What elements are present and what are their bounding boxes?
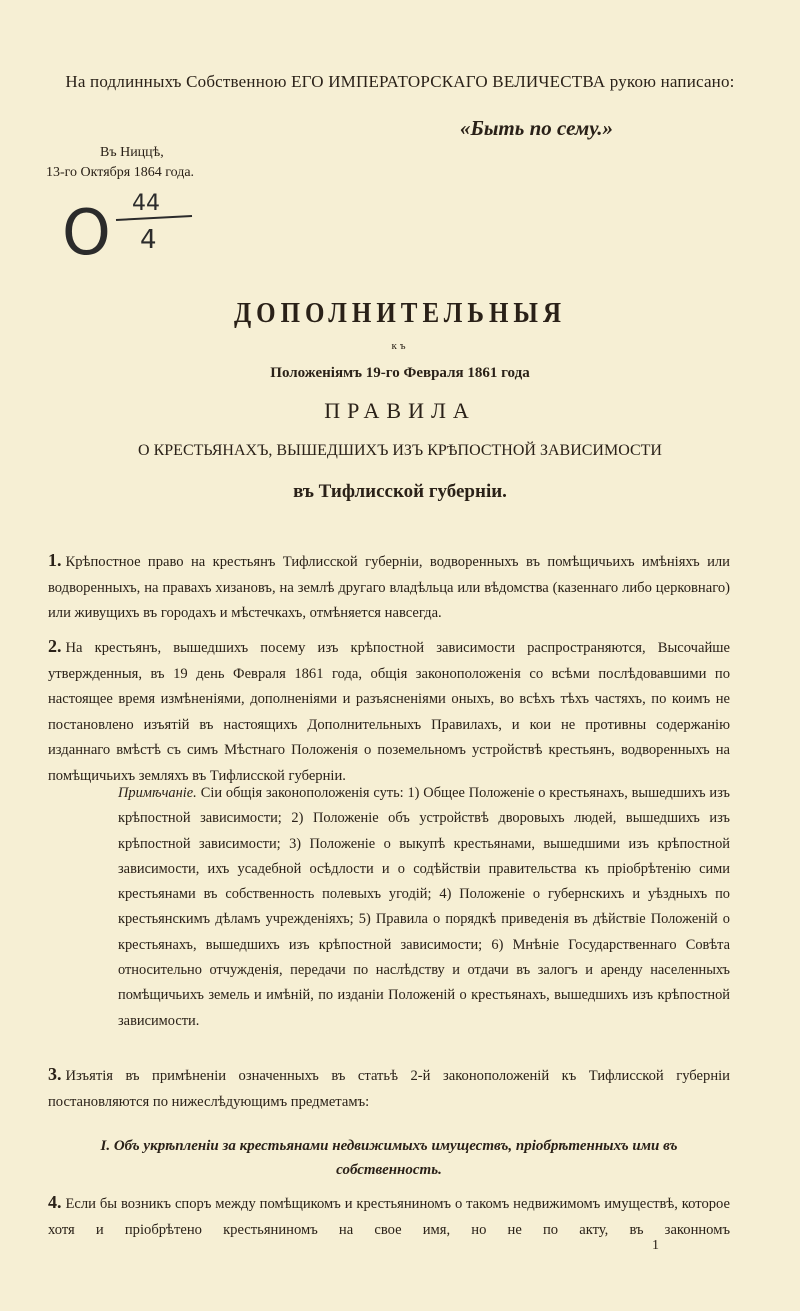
handwritten-archive-mark bbox=[60, 188, 210, 268]
handwritten-fraction-line bbox=[116, 216, 192, 220]
section-heading: I. Объ укрѣпленіи за крестьянами недвижимыхъ имуществъ, пріобрѣтенныхъ ими въ собственность. bbox=[100, 1138, 678, 1178]
article-2-note bbox=[118, 781, 730, 1034]
article-text: Изъятія въ примѣненіи означенныхъ въ статьѣ 2-й законоположеній къ Тифлисской губерніи постановляются по нижеслѣдующимъ предметамъ: bbox=[48, 1068, 730, 1110]
title-additional: ДОПОЛНИТЕЛЬНЫЯ bbox=[233, 297, 567, 329]
title-province: въ Тифлисской губерніи. bbox=[293, 481, 507, 502]
article-2 bbox=[48, 634, 730, 789]
title-rules: ПРАВИЛА bbox=[324, 398, 476, 423]
note-label: Примѣчаніе. bbox=[118, 785, 197, 801]
article-1 bbox=[48, 548, 730, 627]
article-text: Если бы возникъ споръ между помѣщикомъ и крестьяниномъ о такомъ недвижимомъ имуществѣ, которое хотя и пріобрѣтено крестьяниномъ на свое имя, но не по акту, въ законномъ bbox=[48, 1196, 730, 1238]
title-to: къ bbox=[391, 340, 409, 352]
article-text: На крестьянъ, вышедшихъ посему изъ крѣпостной зависимости распространяются, Высочайше утвержденныя, въ 19 день Февраля 1861 года, общія законоположенія со всѣми послѣдовавшими по настоящее время измѣненіями, дополненіями и разъясненіями оныхъ, во всѣхъ тѣхъ частяхъ, по коимъ не постановлено изъятій въ настоящихъ Дополнительныхъ Правилахъ, и кои не противны содержанію изданнаго вмѣстѣ съ симъ Мѣстнаго Положенія о поземельномъ устройствѣ крестьянъ, водворенныхъ на помѣщичьихъ земляхъ въ Тифлисской губерніи. bbox=[48, 640, 730, 784]
imperial-motto: «Быть по сему.» bbox=[460, 116, 613, 140]
signing-date: 13-го Октября 1864 года. bbox=[46, 165, 195, 180]
note-text: Сіи общія законоположенія суть: 1) Общее Положеніе о крестьянахъ, вышедшихъ изъ крѣпостной зависимости; 2) Положеніе объ устройствѣ дворовыхъ людей, вышедшихъ изъ крѣпостной зависимости; 3) Положеніе о выкупѣ крестьянами, вышедшими изъ крѣпостной зависимости, ихъ усадебной осѣдлости и о содѣйствіи правительства къ пріобрѣтенію сими крестьянами въ собственность полевыхъ угодій; 4) Положеніе о губернскихъ и уѣздныхъ по крестьянскимъ дѣламъ учрежденіяхъ; 5) Правила о порядкѣ приведенія въ дѣйствіе Положеній о крестьянахъ, вышедшихъ изъ крѣпостной зависимости; 6) Мнѣніе Государственнаго Совѣта относительно отчужденія, передачи по наслѣдству и отдачи въ залогъ и аренду населенныхъ помѣщичьихъ земель и имѣній, по изданіи Положеній о крестьянахъ, вышедшихъ изъ крѣпостной зависимости. bbox=[118, 785, 730, 1029]
article-text: Крѣпостное право на крестьянъ Тифлисской губерніи, водворенныхъ въ помѣщичьихъ имѣніяхъ или водворенныхъ, на правахъ хизановъ, на землѣ другаго владѣльца или вѣдомства (казеннаго либо церковнаго) или живущихъ въ городахъ и мѣстечкахъ, отмѣняется навсегда. bbox=[48, 554, 730, 621]
article-number: 1. bbox=[48, 550, 62, 570]
article-number: 2. bbox=[48, 636, 62, 656]
title-subject: О КРЕСТЬЯНАХЪ, ВЫШЕДШИХЪ ИЗЪ КРѢПОСТНОЙ ЗАВИСИМОСТИ bbox=[138, 442, 662, 459]
title-regulations-date: Положеніямъ 19-го Февраля 1861 года bbox=[270, 365, 530, 381]
article-number: 3. bbox=[48, 1064, 62, 1084]
imperial-endorsement: На подлинныхъ Собственною ЕГО ИМПЕРАТОРСКАГО ВЕЛИЧЕСТВА рукою написано: bbox=[65, 72, 735, 91]
handwritten-number-top: 44 bbox=[132, 191, 160, 216]
page-number: 1 bbox=[652, 1238, 659, 1253]
signing-place: Въ Ниццѣ, bbox=[100, 145, 164, 160]
article-3 bbox=[48, 1062, 730, 1115]
article-4 bbox=[48, 1190, 730, 1243]
article-number: 4. bbox=[48, 1192, 62, 1212]
handwritten-letter: О bbox=[62, 196, 111, 268]
handwritten-number-bottom: 4 bbox=[140, 225, 157, 255]
